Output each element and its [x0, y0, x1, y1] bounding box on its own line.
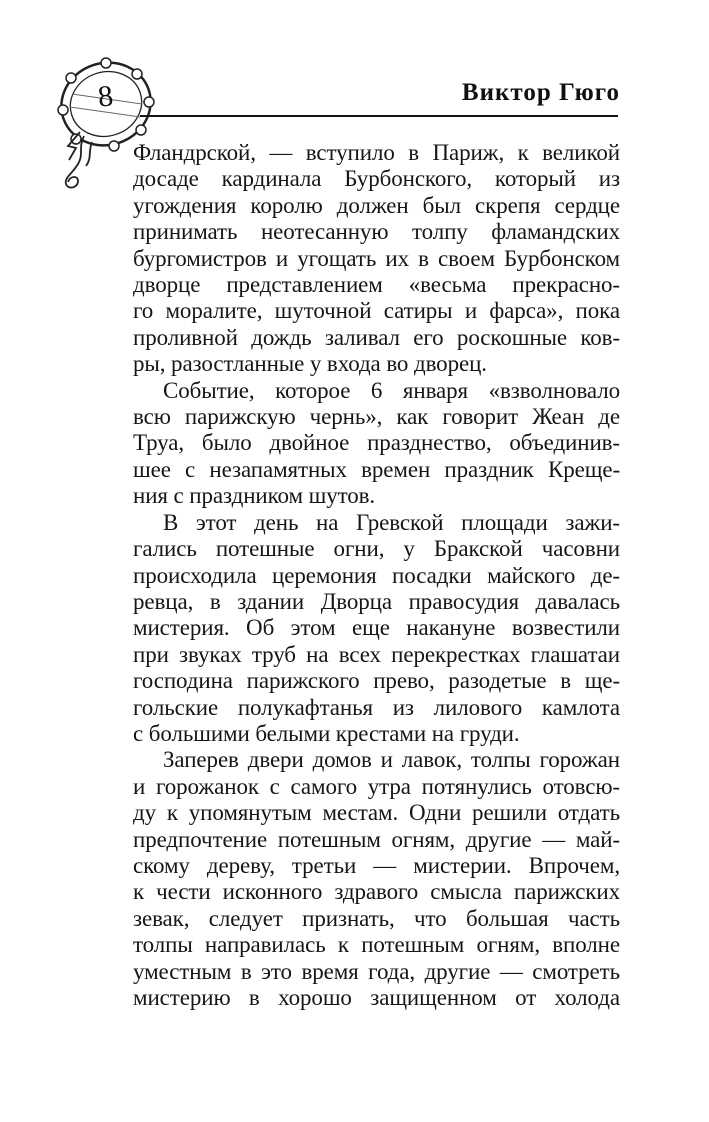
text-line: го моралите, шуточной сатиры и фарса», пока [133, 298, 620, 324]
text-block [133, 140, 620, 1011]
text-line: Событие, которое 6 января «взволновало [163, 377, 620, 403]
text-line: бургомистров и угощать их в своем Бурбонском [133, 245, 620, 271]
text-line: Труа, было двойное празднество, объединив- [133, 430, 620, 456]
text-line: к чести исконного здравого смысла парижских [133, 879, 620, 905]
text-line: В этот день на Гревской площади зажи- [163, 509, 620, 535]
text-line: зевак, следует признать, что большая часть [133, 905, 620, 931]
text-line: и горожанок с самого утра потянулись отовсю- [133, 773, 620, 799]
running-header-author: Виктор Гюго [461, 79, 620, 106]
text-line: всю парижскую чернь», как говорит Жеан де [133, 404, 620, 430]
text-line: ры, разостланные у входа во дворец. [133, 351, 487, 377]
text-line: толпы направилась к потешным огням, вполне [133, 932, 620, 958]
text-line: с большими белыми крестами на груди. [133, 720, 520, 746]
text-line: уместным в это время года, другие — смотреть [133, 958, 620, 984]
text-line: гались потешные огни, у Бракской часовни [133, 536, 620, 562]
text-line: ду к упомянутым местам. Одни решили отдать [133, 800, 620, 826]
text-line: предпочтение потешным огням, другие — май- [133, 826, 620, 852]
text-line: принимать неотесанную толпу фламандских [133, 219, 620, 245]
text-line: Фландрской, — вступило в Париж, к великой [133, 140, 620, 165]
text-line: досаде кардинала Бурбонского, который из [133, 166, 620, 192]
text-line: скому дереву, третьи — мистерии. Впрочем, [133, 852, 620, 878]
text-line: шее с незапамятных времен праздник Креще- [133, 456, 620, 482]
text-line: угождения королю должен был скрепя сердце [133, 192, 620, 218]
text-line: происходила церемония посадки майского де- [133, 562, 620, 588]
page-number: 8 [96, 79, 115, 114]
text-line: дворце представлением «весьма прекрасно- [133, 272, 620, 298]
header-rule [140, 115, 618, 117]
text-line: гольские полукафтанья из лилового камлота [133, 694, 620, 720]
text-line: господина парижского прево, разодетые в ще- [133, 668, 620, 694]
text-line: Заперев двери домов и лавок, толпы горожан [163, 747, 620, 773]
text-line: ния с праздником шутов. [133, 483, 376, 509]
text-line: ревца, в здании Дворца правосудия давалась [133, 588, 620, 614]
text-line: при звуках труб на всех перекрестках глашатаи [133, 641, 620, 667]
text-line: мистерия. Об этом еще накануне возвестили [133, 615, 620, 641]
text-line: мистерию в хорошо защищенном от холода [133, 985, 620, 1010]
text-line: проливной дождь заливал его роскошные ков- [133, 324, 620, 350]
